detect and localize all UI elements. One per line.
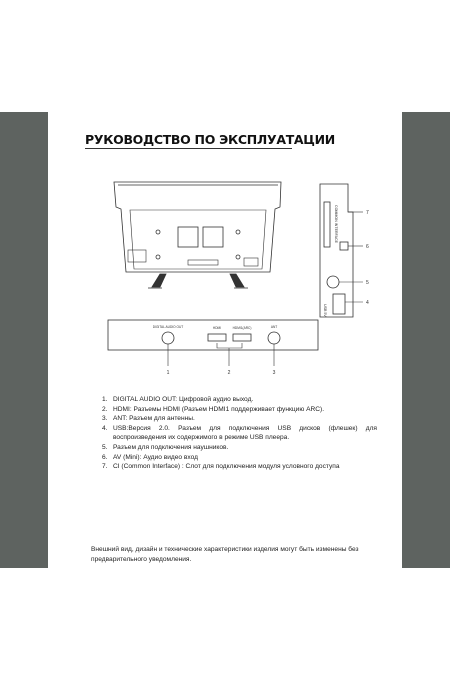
spec-text: Версия 2.0. Разъем для подключения USB дисков (флешек) для воспроизведения их содержимого в режиме USB плеера. xyxy=(113,424,377,442)
callout-2: 2 xyxy=(227,370,231,376)
disclaimer-footnote: Внешний вид, дизайн и технические характеристики изделия могут быть изменены без предварительного уведомления. xyxy=(91,546,359,563)
digital-out-label: DIGITAL AUDIO OUT xyxy=(152,325,184,329)
spec-number: 5. xyxy=(102,443,108,451)
callout-1: 1 xyxy=(166,370,170,376)
right-margin-band xyxy=(402,112,450,568)
spec-item-2 xyxy=(102,405,377,415)
spec-text: Разъемы HDMI (Разъем HDMI1 поддерживает функцию ARC). xyxy=(131,405,325,413)
ant-label: ANT xyxy=(270,325,278,329)
spec-text: Слот для подключения модуля условного доступа xyxy=(183,463,340,471)
left-margin-band xyxy=(0,112,48,568)
usb-label: USB 5V xyxy=(323,304,327,317)
spec-key: DIGITAL AUDIO OUT: xyxy=(113,396,178,403)
spec-item-1 xyxy=(102,395,377,405)
spec-key: USB: xyxy=(113,424,129,432)
hdmi-arc-label: HDMI1(ARC) xyxy=(232,326,252,330)
side-panel-view xyxy=(320,184,353,317)
callout-7: 7 xyxy=(366,210,369,216)
page-title: РУКОВОДСТВО ПО ЭКСПЛУАТАЦИИ xyxy=(85,132,335,147)
tv-rear-view xyxy=(114,182,281,288)
side-callout-lines xyxy=(339,212,363,302)
callout-3: 3 xyxy=(272,370,276,376)
spec-item-5 xyxy=(102,443,377,453)
callout-4: 4 xyxy=(366,300,369,306)
spec-number: 7. xyxy=(102,463,108,471)
spec-item-7 xyxy=(102,462,377,472)
hdmi-label: HDMI xyxy=(212,326,222,330)
spec-item-3 xyxy=(102,414,377,424)
ci-slot-label: COMMON INTERFACE xyxy=(334,205,338,243)
spec-key: HDMI: xyxy=(113,405,132,413)
spec-key: AV (Mini): xyxy=(113,453,142,461)
spec-number: 4. xyxy=(102,424,108,432)
callout-6: 6 xyxy=(366,244,369,250)
spec-text: Разъем для подключения наушников. xyxy=(113,443,229,451)
connector-spec-list xyxy=(102,395,377,472)
spec-key: ANT: xyxy=(113,415,128,423)
bottom-connector-panel xyxy=(108,320,318,350)
callout-5: 5 xyxy=(366,280,369,286)
spec-text: Цифровой аудио выход. xyxy=(177,396,254,403)
spec-number: 2. xyxy=(102,405,108,413)
spec-number: 6. xyxy=(102,453,108,461)
spec-number: 3. xyxy=(102,415,108,423)
spec-item-4 xyxy=(102,424,377,443)
bottom-callout-lines xyxy=(168,343,274,366)
spec-text: Разъем для антенны. xyxy=(127,415,195,423)
spec-text: Аудио видео вход xyxy=(141,453,199,461)
tv-connections-diagram xyxy=(48,112,402,392)
manual-page xyxy=(48,112,402,568)
spec-key: CI (Common Interface) : xyxy=(113,463,184,471)
spec-number: 1. xyxy=(102,396,108,403)
spec-item-6 xyxy=(102,453,377,463)
